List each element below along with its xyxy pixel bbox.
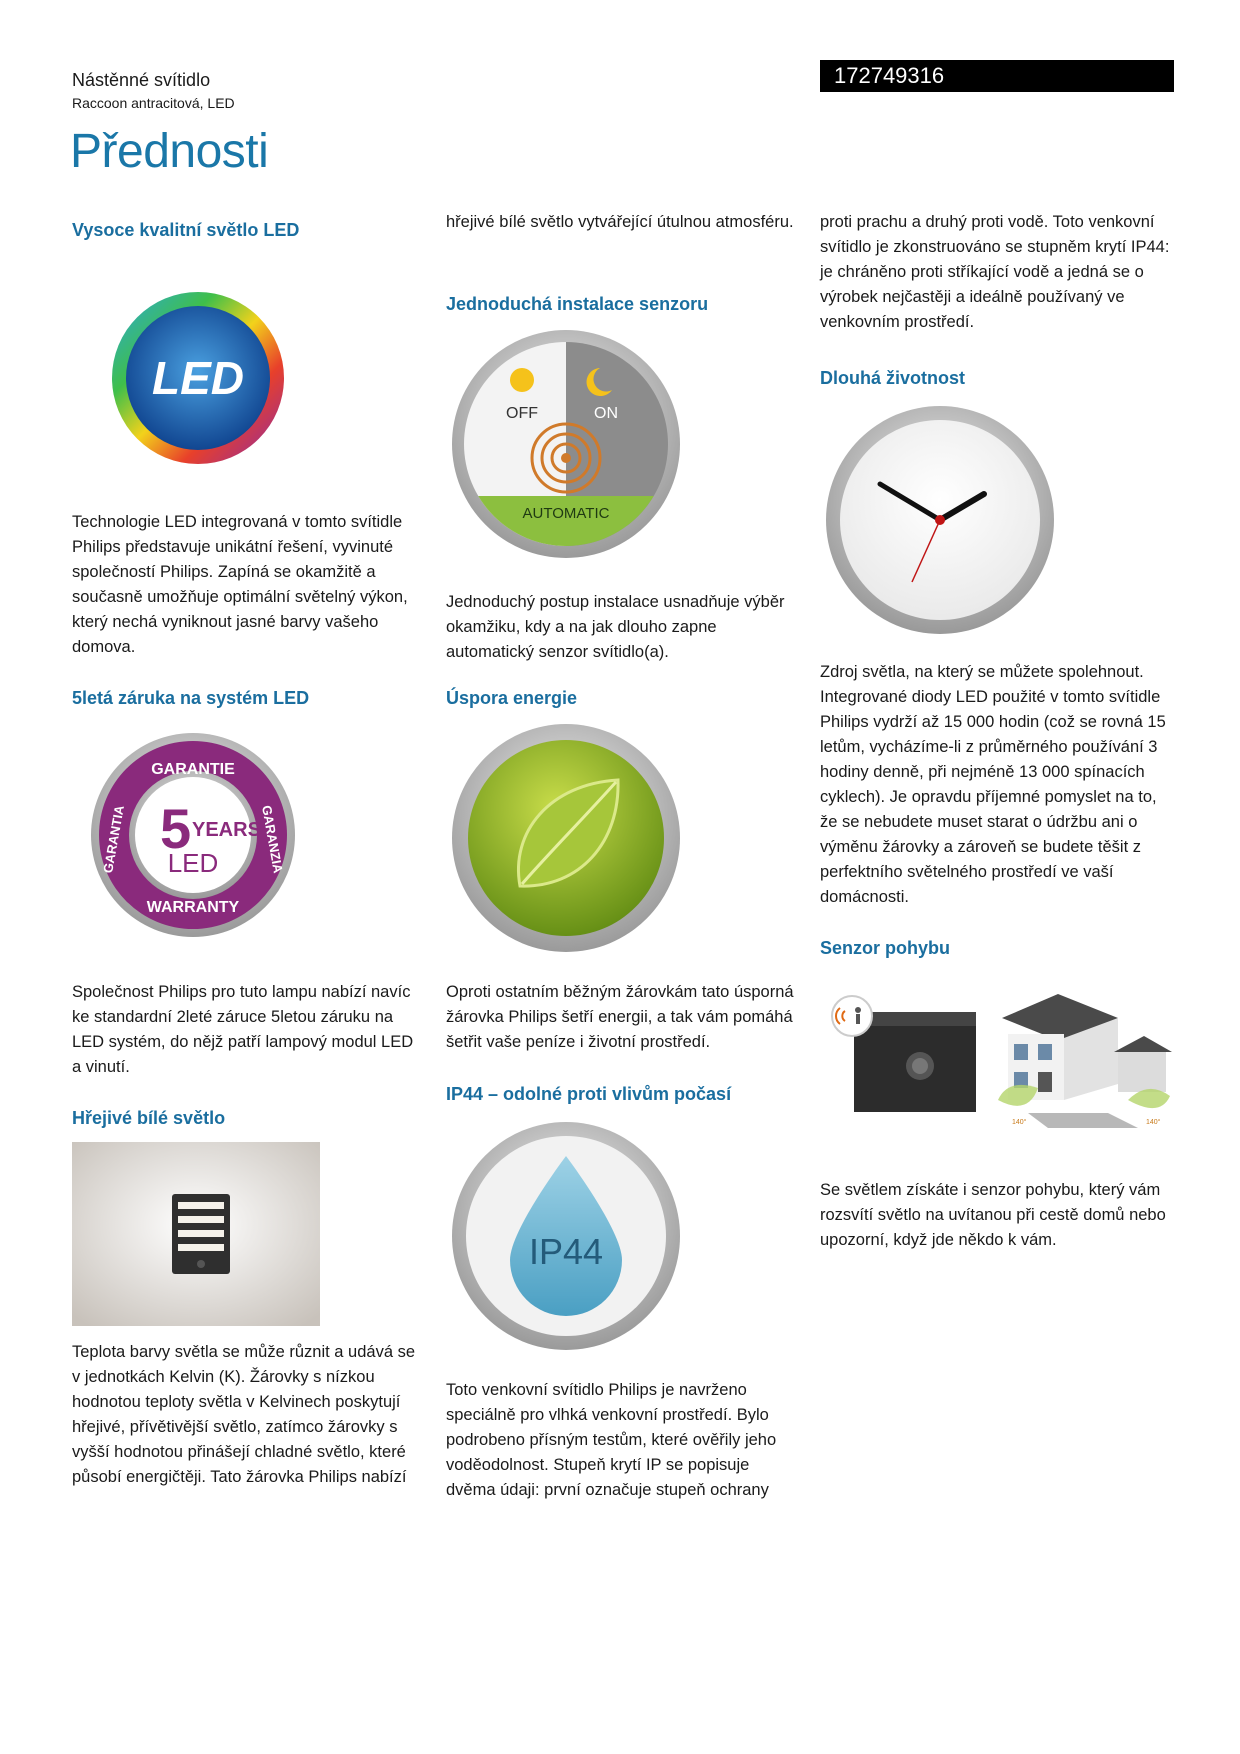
badge-years: YEARS (192, 819, 261, 841)
heading-led-quality: Vysoce kvalitní světlo LED (72, 220, 300, 240)
heading-warranty: 5letá záruka na systém LED (72, 688, 310, 708)
heading-sensor-install: Jednoduchá instalace senzoru (446, 294, 709, 314)
led-body: Technologie LED integrovaná v tomto svítidle Philips představuje unikátní řešení, vyvinuté společností Philips. Zapíná se okamžitě a současně umožňuje optimální světelný výkon, který nechá vyniknout jasné barvy vašeho domova. (72, 513, 408, 656)
badge-led: LED (167, 848, 219, 878)
warranty-body: Společnost Philips pro tuto lampu nabízí navíc ke standardní 2leté záruce 5letou záruku na LED systém, do nějž patří lampový modul LED a vinutí. (72, 983, 414, 1076)
wall-lamp-photo (72, 1142, 320, 1326)
badge-number: 5 (160, 797, 192, 860)
ip44-icon-text: IP44 (528, 1231, 604, 1272)
warranty-badge-icon (88, 730, 298, 940)
leaf-icon (450, 722, 682, 954)
angle-left-label: 140° (1012, 1119, 1027, 1126)
heading-motion-sensor: Senzor pohybu (820, 938, 950, 958)
warm-body: Teplota barvy světla se může různit a udává se v jednotkách Kelvin (K). Žárovky s nízkou hodnotou teploty světla v Kelvinech poskytují hřejivé, přívětivější světlo, zatímco žárovky s vyšší hodnotou přinášejí chladné světlo, které působí energičtěji. Tato žárovka Philips nabízí (72, 1343, 416, 1486)
product-type: Nástěnné svítidlo (72, 70, 211, 90)
angle-right-label: 140° (1146, 1119, 1161, 1126)
energy-body: Oproti ostatním běžným žárovkám tato úsporná žárovka Philips šetří energii, a tak vám pomáhá šetřit vaše peníze i životní prostředí. (446, 983, 794, 1051)
page-title: Přednosti (70, 125, 269, 178)
sensor-closeup-photo (830, 990, 980, 1118)
sensor-install-icon (450, 328, 682, 560)
label-off: OFF (506, 405, 538, 422)
product-variant: Raccoon antracitová, LED (72, 95, 235, 111)
ring-word-warranty: WARRANTY (146, 899, 240, 916)
water-drop-icon (450, 1120, 682, 1352)
ip44-body-continued: proti prachu a druhý proti vodě. Toto venkovní svítidlo je zkonstruováno se stupněm krytí IP44: je chráněno proti stříkající vodě a jedná se o výrobek nejčastěji a ideálně používaný ve venkovním prostředí. (820, 213, 1170, 331)
house-motion-illustration (988, 988, 1174, 1130)
heading-warm-light: Hřejivé bílé světlo (72, 1108, 226, 1128)
warm-body-continued: hřejivé bílé světlo vytvářející útulnou atmosféru. (446, 213, 794, 231)
motion-body: Se světlem získáte i senzor pohybu, který vám rozsvítí světlo na uvítanou při cestě domů nebo upozorní, když jde někdo k vám. (820, 1181, 1166, 1249)
clock-icon (824, 404, 1056, 636)
heading-ip44: IP44 – odolné proti vlivům počasí (446, 1084, 732, 1104)
label-on: ON (594, 405, 618, 422)
ip44-body: Toto venkovní svítidlo Philips je navrženo speciálně pro vlhká venkovní prostředí. Bylo podrobeno přísným testům, které ověřily jeho voděodolnost. Stupeň krytí IP se popisuje dvěma údaji: první označuje stupeň ochrany (446, 1381, 777, 1499)
ring-word-garanzia: GARANZIA (259, 804, 286, 875)
led-icon (110, 290, 286, 466)
ring-word-garantie: GARANTIE (151, 761, 235, 778)
sensor-install-body: Jednoduchý postup instalace usnadňuje výběr okamžiku, kdy a na jak dlouho zapne automatický senzor svítidlo(a). (446, 593, 785, 661)
ring-word-garantia: GARANTIA (100, 804, 127, 875)
led-icon-text: LED (152, 352, 244, 404)
heading-energy: Úspora energie (446, 688, 578, 708)
lifetime-body: Zdroj světla, na který se můžete spolehnout. Integrované diody LED použité v tomto svítidle Philips vydrží až 15 000 hodin (což se rovná 15 letům, vycházíme-li z průměrného používání 3 hodiny denně, při nejméně 13 000 spínacích cyklech). Je opravdu příjemné pomyslet na to, že se nebudete muset starat o údržbu ani o výměnu žárovky a zároveň se budete těšit z perfektního světelného prostředí ve vaší domácnosti. (820, 663, 1166, 906)
product-code: 172749316 (820, 60, 1174, 92)
heading-lifetime: Dlouhá životnost (820, 368, 965, 388)
label-automatic: AUTOMATIC (522, 505, 610, 522)
